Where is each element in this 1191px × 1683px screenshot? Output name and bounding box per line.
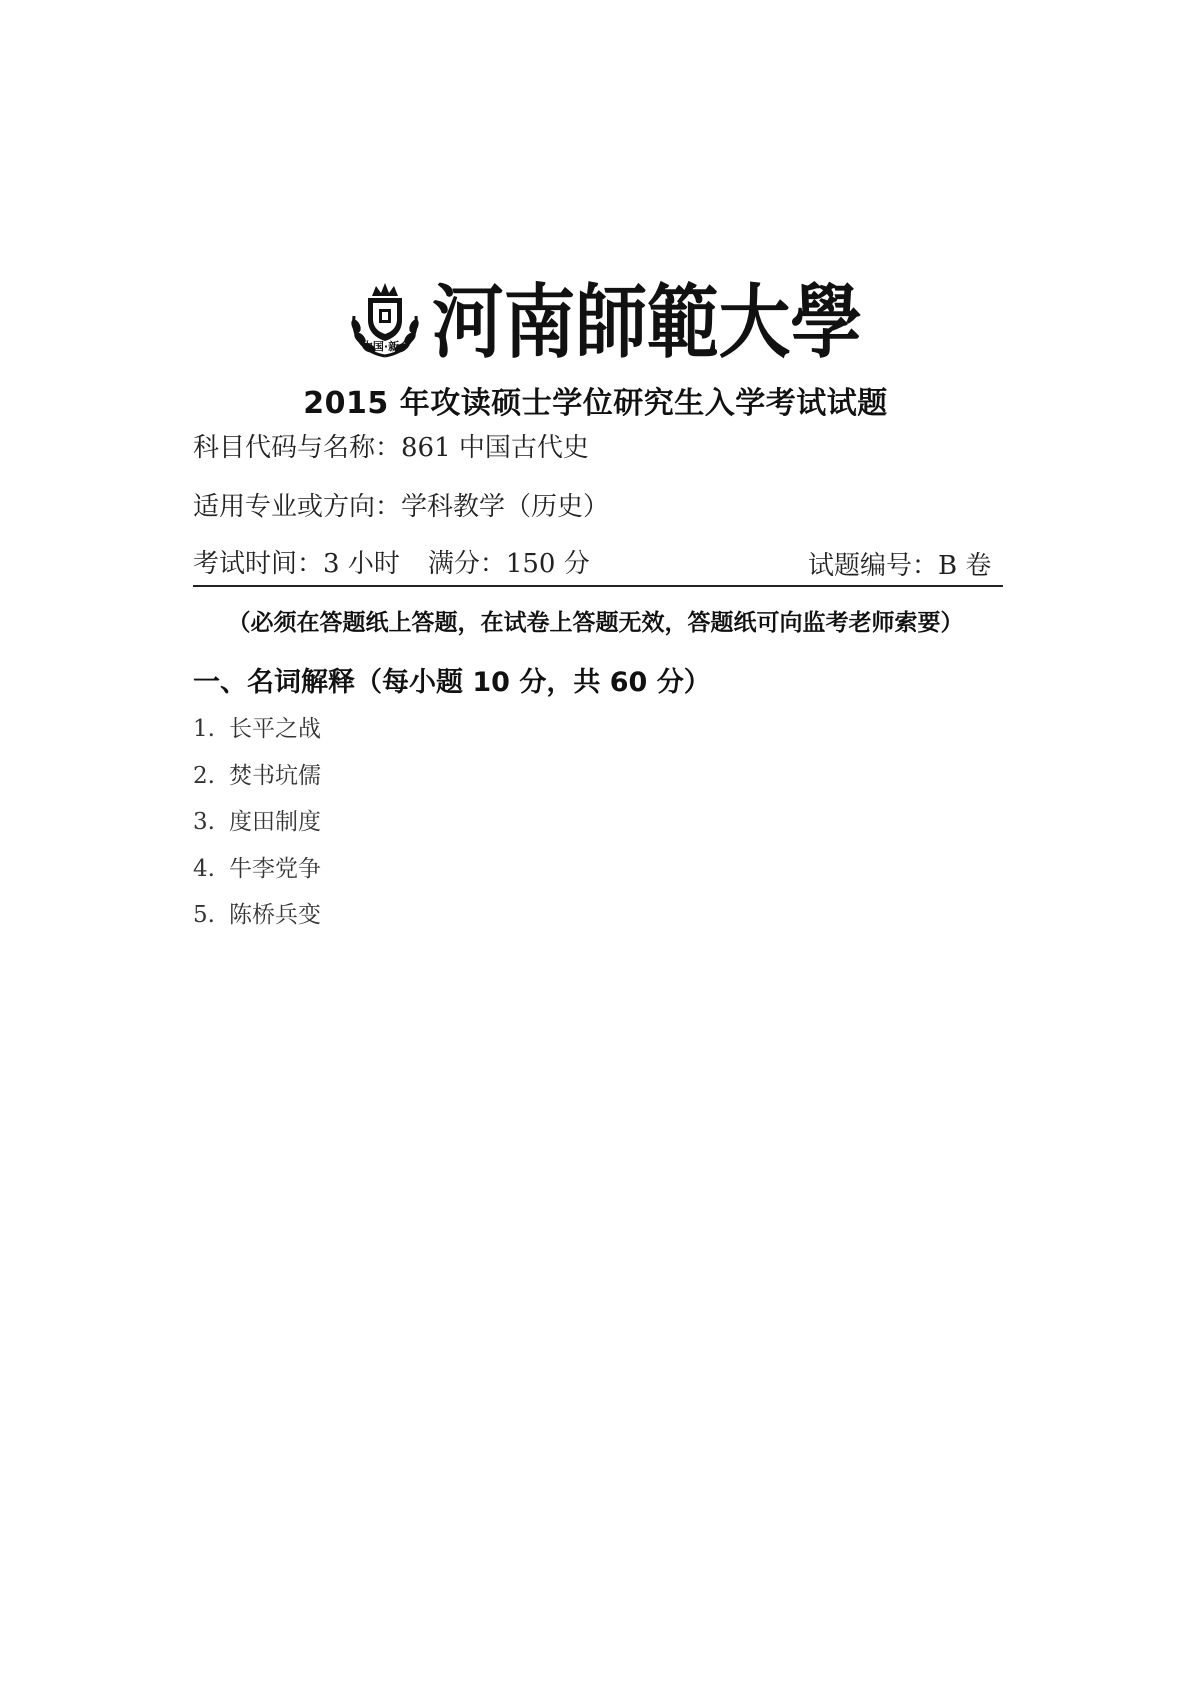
university-name: 河南師範大學 — [432, 275, 862, 368]
question-number: 4. — [193, 855, 215, 882]
subject-label: 科目代码与名称： — [193, 433, 402, 463]
exam-time-label: 考试时间： — [193, 549, 324, 579]
question-number: 5. — [193, 902, 215, 928]
question-item — [193, 803, 321, 850]
paper-number — [808, 545, 991, 582]
answer-sheet-notice: （必须在答题纸上答题，在试卷上答题无效，答题纸可向监考老师索要） — [227, 610, 964, 636]
exam-time-line — [193, 543, 590, 580]
full-score-value: 150 分 — [505, 549, 590, 579]
question-number: 2. — [193, 762, 215, 789]
university-seal-icon — [340, 278, 430, 368]
subject-line — [193, 427, 589, 464]
header-divider — [193, 585, 1003, 587]
subject-value: 861 中国古代史 — [401, 433, 589, 463]
letterhead — [340, 272, 870, 368]
question-text: 焚书坑儒 — [229, 762, 321, 789]
question-list — [193, 710, 321, 943]
major-line — [193, 486, 609, 523]
question-item — [193, 710, 321, 757]
paper-number-value: B 卷 — [938, 551, 992, 581]
emblem-caption: 中国·新乡 — [361, 340, 411, 353]
university-name-calligraphy — [432, 272, 872, 368]
full-score-label: 满分： — [427, 549, 506, 579]
exam-title: 2015 年攻读硕士学位研究生入学考试试题 — [303, 386, 888, 421]
question-item — [193, 850, 321, 897]
section-heading: 一、名词解释（每小题 10 分，共 60 分） — [193, 667, 711, 698]
major-value: 学科教学（历史） — [401, 492, 610, 522]
question-item — [193, 757, 321, 804]
question-number: 3. — [193, 809, 215, 835]
paper-number-label: 试题编号： — [808, 551, 939, 581]
question-text: 牛李党争 — [229, 855, 321, 882]
major-label: 适用专业或方向： — [193, 492, 402, 522]
question-text: 长平之战 — [229, 716, 321, 742]
exam-time-value: 3 小时 — [323, 549, 400, 579]
question-item — [193, 896, 321, 943]
question-text: 陈桥兵变 — [229, 902, 321, 928]
question-number: 1. — [193, 716, 215, 742]
question-text: 度田制度 — [229, 809, 321, 835]
